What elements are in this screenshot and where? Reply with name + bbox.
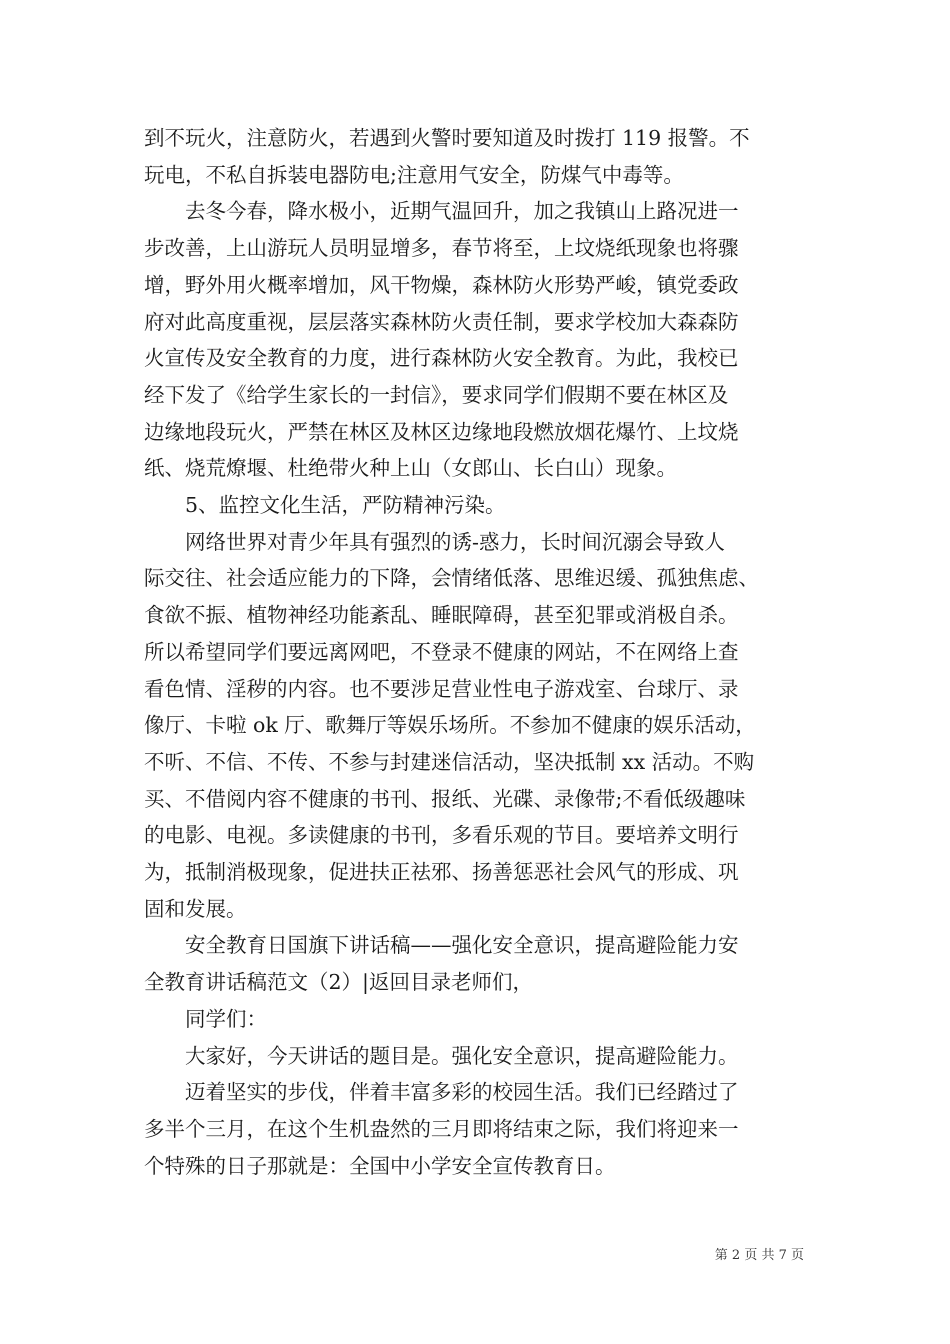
document-body [144, 120, 814, 1184]
text-line: 个特殊的日子那就是：全国中小学安全宣传教育日。 [144, 1153, 616, 1178]
text-line: 纸、烧荒燎堰、杜绝带火种上山（女郎山、长白山）现象。 [144, 456, 677, 481]
text-line: 看色情、淫秽的内容。也不要涉足营业性电子游戏室、台球厅、录 [144, 676, 739, 701]
text-line: 迈着坚实的步伐，伴着丰富多彩的校园生活。我们已经踏过了 [144, 1080, 739, 1105]
text-line: 去冬今春，降水极小，近期气温回升，加之我镇山上路况进一 [144, 199, 739, 224]
text-line: 增，野外用火概率增加，风干物燥，森林防火形势严峻，镇党委政 [144, 272, 739, 297]
text-line: 买、不借阅内容不健康的书刊、报纸、光碟、录像带;不看低级趣味 [144, 786, 746, 811]
section-heading: 5、监控文化生活，严防精神污染。 [144, 493, 506, 518]
text-line: 不听、不信、不传、不参与封建迷信活动，坚决抵制 xx 活动。不购 [144, 749, 755, 774]
text-line: 步改善，上山游玩人员明显增多，春节将至，上坟烧纸现象也将骤 [144, 236, 739, 261]
text-line: 为，抵制消极现象，促进扶正祛邪、扬善惩恶社会风气的形成、巩 [144, 860, 739, 885]
text-line: 边缘地段玩火，严禁在林区及林区边缘地段燃放烟花爆竹、上坟烧 [144, 419, 739, 444]
page-number-footer: 第 2 页 共 7 页 [714, 1248, 804, 1263]
text-line: 际交往、社会适应能力的下降，会情绪低落、思维迟缓、孤独焦虑、 [144, 566, 759, 591]
text-line: 火宣传及安全教育的力度，进行森林防火安全教育。为此，我校已 [144, 346, 739, 371]
text-line: 经下发了《给学生家长的一封信》，要求同学们假期不要在林区及 [144, 382, 729, 407]
text-line: 全教育讲话稿范文（2）|返回目录老师们， [144, 970, 533, 995]
text-line: 固和发展。 [144, 896, 247, 921]
text-line: 府对此高度重视，层层落实森林防火责任制，要求学校加大森森防 [144, 309, 739, 334]
text-line: 大家好，今天讲话的题目是。强化安全意识，提高避险能力。 [144, 1043, 739, 1068]
text-line: 的电影、电视。多读健康的书刊，多看乐观的节目。要培养文明行 [144, 823, 739, 848]
text-line: 网络世界对青少年具有强烈的诱-惑力，长时间沉溺会导致人 [144, 529, 725, 554]
text-line: 安全教育日国旗下讲话稿——强化安全意识，提高避险能力安 [144, 933, 739, 958]
text-line: 像厅、卡啦 ok 厅、歌舞厅等娱乐场所。不参加不健康的娱乐活动， [144, 713, 756, 738]
text-line: 多半个三月，在这个生机盎然的三月即将结束之际，我们将迎来一 [144, 1116, 739, 1141]
text-line: 同学们： [144, 1006, 267, 1031]
text-line: 玩电，不私自拆装电器防电;注意用气安全，防煤气中毒等。 [144, 162, 684, 187]
text-line: 所以希望同学们要远离网吧，不登录不健康的网站，不在网络上查 [144, 639, 739, 664]
text-line: 到不玩火，注意防火，若遇到火警时要知道及时拨打 119 报警。不 [144, 126, 750, 150]
text-line: 食欲不振、植物神经功能紊乱、睡眠障碍，甚至犯罪或消极自杀。 [144, 603, 739, 628]
